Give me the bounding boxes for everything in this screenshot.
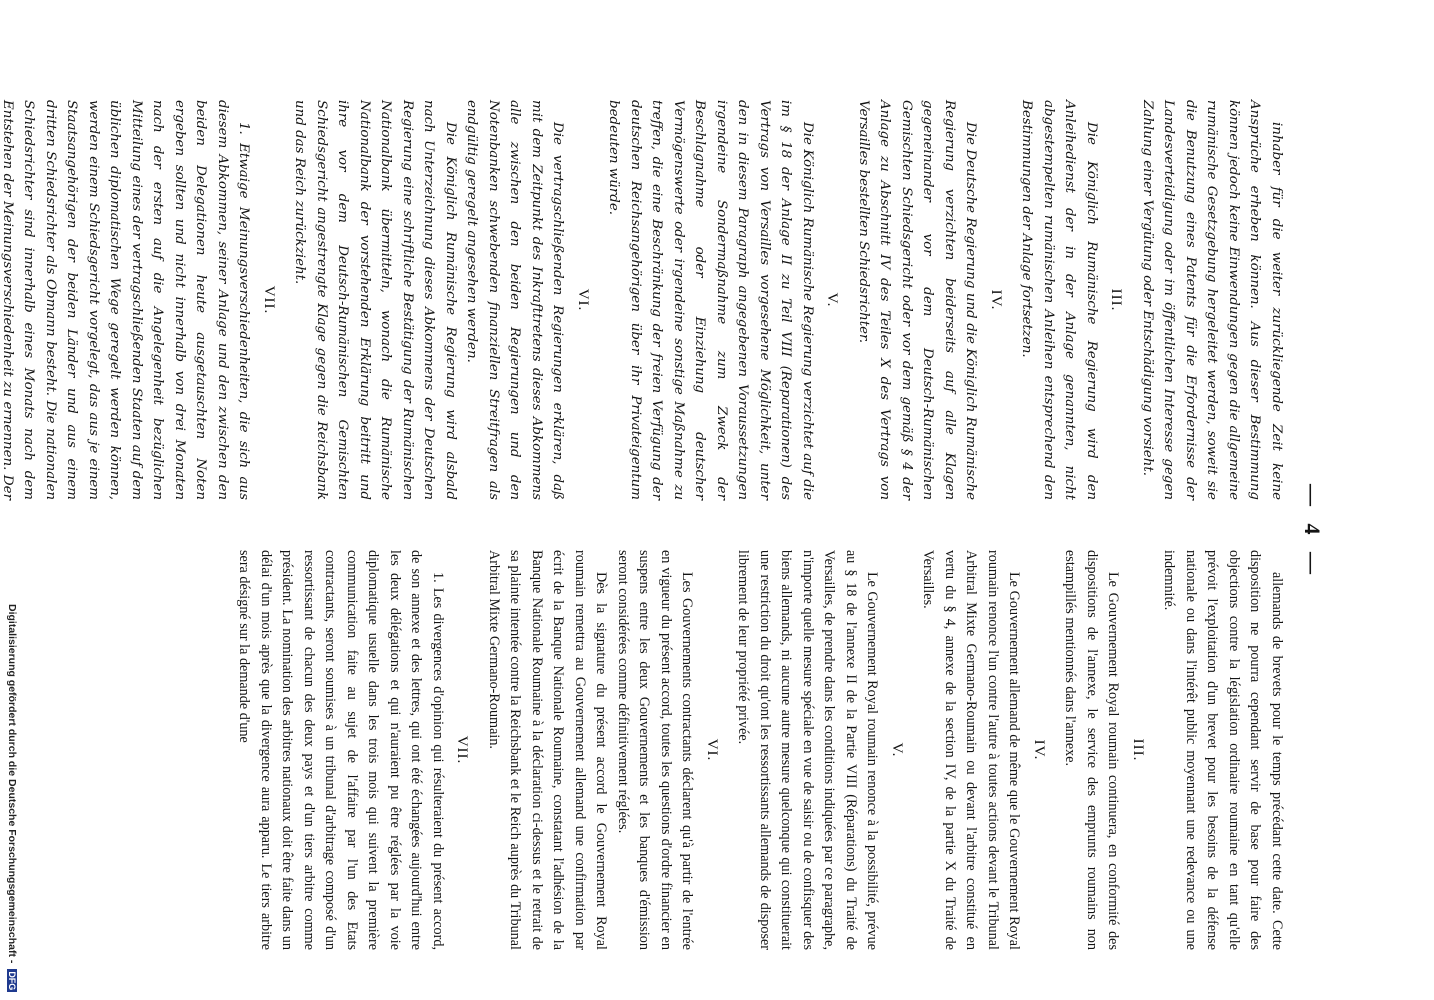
german-paragraph: 1. Etwaige Meinungsverschiedenheiten, die sich aus diesem Abkommen, seiner Anlage und den zwischen den beiden Delegationen heute ausgetauschten Noten ergeben sollten und nicht innerhalb von drei Monaten nach der ersten auf die Angelegenheit bezüglichen Mitteilung eines der vertragschließenden Staaten auf dem üblichen diplomatischen Wege geregelt werden können, werden einem Schiedsgericht vorgelegt, das aus je einem Staatsangehörigen der beiden Länder und aus einem dritten Schiedsrichter als Obmann besteht. Die nationalen Schiedsrichter sind innerhalb eines Monats nach dem Entstehen der Meinungsverschiedenheit zu ernennen. Der xyxy=(0,100,252,500)
german-section-heading: IV. xyxy=(988,289,1004,311)
german-section-heading: VI. xyxy=(575,288,591,312)
german-section-heading: III. xyxy=(1108,288,1125,312)
french-paragraph: Le Gouvernement Royal roumain renonce à la possibilité, prévue au § 18 de l'annexe II de la Partie VIII (Réparations) du Traité de Versailles, de prendre dans les conditions indiquées par ce paragraphe, n'importe quelle mesure spéciale en vue de saisir ou de confisquer des biens allemands, ni aucune autre mesure quelconque qui constituerait une restriction du droit qu'ont les ressortissants allemands de disposer librement de leur propriété privée. xyxy=(735,550,881,950)
dfg-logo: DFG xyxy=(6,971,17,991)
french-paragraph: allemands de brevets pour le temps précédant cette date. Cette disposition ne pourra cependant servir de base pour faire des objections contre la législation ordinaire roumaine en tant qu'elle prévoit l'exploitation d'un brevet pour les besoins de la défense nationale ou dans l'intérêt public moyennant une redevance ou une indemnité. xyxy=(1161,550,1285,950)
french-paragraph: Le Gouvernement Royal roumain continuera, en conformité des dispositions de l'annexe, le service des emprunts roumains non estampillés mentionnés dans l'annexe. xyxy=(1062,550,1122,950)
french-paragraph: 1. Les divergences d'opinion qui résulteraient du présent accord, de son annexe et des lettres, qui ont été échangées aujourd'hui entre les deux délégations et qui n'auraient pu être réglées par la voie diplomatique usuelle dans les trois mois qui suivent la première communication faite au sujet de l'affaire par l'un des Etats contractants, seront soumises à un tribunal d'arbitrage composé d'un ressortissant de chacun des deux pays et d'un tiers arbitre comme président. La nomination des arbitres nationaux doit être faite dans un délai d'un mois après que la divergence aura apparu. Le tiers arbitre sera désigné sur la demande d'une xyxy=(236,550,446,950)
french-section-heading: IV. xyxy=(1031,739,1047,761)
german-paragraph: Die Königlich Rumänische Regierung wird den Anleihedienst der in der Anlage genannten, nicht abgestempelten rumänischen Anleihen entsprechend den Bestimmungen der Anlage fortsetzen. xyxy=(1019,100,1099,500)
french-section-heading: VII. xyxy=(454,735,471,765)
german-paragraph: Die Königlich Rumänische Regierung wird alsbald nach Unterzeichnung dieses Abkommens der Deutschen Regierung eine schriftliche Bestätigung der Rumänischen Nationalbank übermitteln, wonach die Rumänische Nationalbank der vorstehenden Erklärung beitritt und ihre vor dem Deutsch-Rumänischen Gemischten Schiedsgericht angestrengte Klage gegen die Reichsbank und das Reich zurückzieht. xyxy=(292,100,458,500)
french-paragraph: Le Gouvernement allemand de même que le Gouvernement Royal roumain renonce l'un contre l'autre à toutes actions devant le Tribunal Arbitral Mixte Germano-Roumain ou devant l'arbitre constitué en vertu du § 4, annexe de la section IV, de la partie X du Traité de Versailles. xyxy=(920,550,1023,950)
french-section-heading: VI. xyxy=(704,738,720,762)
french-section-heading: V. xyxy=(889,742,905,758)
footer-line xyxy=(4,604,18,1000)
french-section-heading: III. xyxy=(1130,738,1146,762)
german-paragraph: Die Deutsche Regierung und die Königlich Rumänische Regierung verzichten beiderseits auf alle Klagen gegeneinander vor dem Deutsch-Rumänischen Gemischten Schiedsgericht oder vor dem gemäß § 4 der Anlage zu Abschnitt IV des Teiles X des Vertrags von Versailles bestellten Schiedsrichter. xyxy=(856,100,979,500)
page-number: — 4 — xyxy=(1300,484,1325,580)
footer-text: Digitalisierung gefördert durch die Deutsche Forschungsgemeinschaft - xyxy=(6,604,18,964)
german-section-heading: VII. xyxy=(261,285,277,315)
french-paragraph: Les Gouvernements contractants déclarent qu'à partir de l'entrée en vigueur du présent accord, toutes les questions d'ordre financier en suspens entre les deux Gouvernements et les banques d'émission seront considérées comme définitivement réglées. xyxy=(615,550,696,950)
german-column xyxy=(0,100,1287,500)
french-paragraph: Dès la signature du présent accord le Gouvernement Royal roumain remettra au Gouvernement allemand une confirmation par écrit de la Banque Nationale Roumaine, constatant l'adhésion de la Banque Nationale Roumaine à la déclaration ci-dessus et le retrait de sa plainte intentée contre la Reichsbank et le Reich auprès du Tribunal Arbitral Mixte Germano-Roumain. xyxy=(486,550,610,950)
german-paragraph: Die Königlich Rumänische Regierung verzichtet auf die im § 18 der Anlage II zu Teil VIII (Reparationen) des Vertrags von Versailles vorgesehene Möglichkeit, unter den in diesem Paragraph angegebenen Voraussetzungen irgendeine Sondermaßnahme zum Zweck der Beschlagnahme oder Einziehung deutscher Vermögenswerte oder irgendeine sonstige Maßnahme zu treffen, die eine Beschränkung der freien Verfügung der deutschen Reichsangehörigen über ihr Privateigentum bedeuten würde. xyxy=(606,100,815,500)
digitization-footer xyxy=(0,604,22,1000)
german-paragraph: inhaber für die weiter zurückliegende Zeit keine Ansprüche erheben können. Aus dieser Bestimmung können jedoch keine Einwendungen gegen die allgemeine rumänische Gesetzgebung hergeleitet werden, soweit sie die Benutzung eines Patents für die Erfordernisse der Landesverteidigung oder im öffentlichen Interesse gegen Zahlung einer Vergütung oder Entschädigung vorsieht. xyxy=(1140,100,1284,500)
german-paragraph: Die vertragschließenden Regierungen erklären, daß mit dem Zeitpunkt des Inkrafttretens dieses Abkommens alle zwischen den beiden Regierungen und den Notenbanken schwebenden finanziellen Streitfragen als endgültig geregelt angesehen werden. xyxy=(464,100,566,500)
french-column xyxy=(167,550,1287,950)
german-section-heading: V. xyxy=(824,292,841,308)
